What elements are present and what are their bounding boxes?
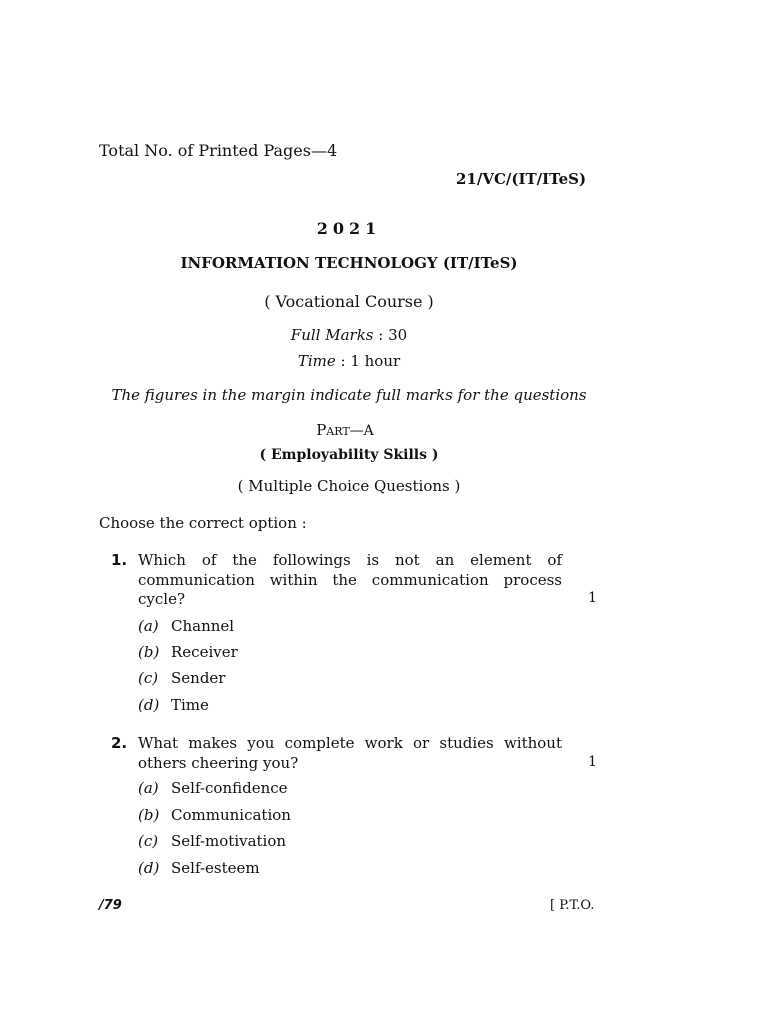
- course-type: ( Vocational Course ): [264, 292, 434, 311]
- option-label: (d): [138, 696, 160, 714]
- option-label: (a): [138, 617, 159, 635]
- subject-title: INFORMATION TECHNOLOGY (IT/ITeS): [180, 254, 518, 272]
- option-d: [138, 859, 260, 877]
- question-marks: 1: [588, 590, 597, 606]
- full-marks-label: Full Marks: [290, 326, 374, 344]
- option-text: Channel: [171, 617, 235, 635]
- exam-time: [0, 352, 698, 370]
- option-text: Sender: [171, 669, 226, 687]
- question-text: [138, 734, 562, 773]
- question-text-line: communication within the communication process: [138, 570, 562, 589]
- full-marks-value: : 30: [378, 326, 408, 344]
- total-printed-pages: Total No. of Printed Pages—4: [99, 141, 338, 160]
- option-b: [138, 643, 238, 661]
- part-heading: [0, 421, 690, 439]
- exam-year: 2021: [316, 219, 382, 238]
- question-type: ( Multiple Choice Questions ): [237, 477, 461, 495]
- paper-code: 21/VC/(IT/ITeS): [456, 170, 587, 188]
- question-text: [138, 551, 562, 610]
- question-text-line: What makes you complete work or studies without: [138, 734, 562, 752]
- footer-pto: [ P.T.O.: [550, 898, 595, 913]
- full-marks: [0, 326, 698, 344]
- time-label: Time: [297, 352, 336, 370]
- option-a: [138, 617, 234, 635]
- option-text: Time: [171, 696, 209, 714]
- option-label: (d): [138, 859, 160, 877]
- option-label: (c): [138, 669, 159, 687]
- option-text: Communication: [171, 806, 291, 824]
- question-text-line: Which of the followings is not an element of: [138, 551, 562, 569]
- part-suffix: —A: [349, 423, 374, 439]
- question-text-line: cycle?: [138, 590, 185, 608]
- option-c: [138, 669, 225, 687]
- option-b: [138, 806, 291, 824]
- question-number: 2.: [111, 734, 128, 752]
- question-number: 1.: [111, 551, 128, 569]
- option-label: (b): [138, 643, 160, 661]
- option-label: (b): [138, 806, 160, 824]
- section-title: ( Employability Skills ): [259, 447, 439, 463]
- option-c: [138, 832, 286, 850]
- option-a: [138, 779, 288, 797]
- part-label: Part: [316, 421, 350, 439]
- option-text: Receiver: [171, 643, 238, 661]
- question-marks: 1: [588, 754, 597, 770]
- option-d: [138, 696, 209, 714]
- time-value: : 1 hour: [340, 352, 401, 370]
- marks-instruction: The figures in the margin indicate full marks for the questions: [111, 386, 587, 404]
- choose-instruction: Choose the correct option :: [99, 514, 307, 532]
- option-text: Self-confidence: [171, 779, 288, 797]
- option-label: (a): [138, 779, 159, 797]
- footer-page-code: /79: [99, 898, 122, 913]
- option-text: Self-motivation: [171, 832, 287, 850]
- question-text-line: others cheering you?: [138, 753, 299, 772]
- option-text: Self-esteem: [171, 859, 260, 877]
- option-label: (c): [138, 832, 159, 850]
